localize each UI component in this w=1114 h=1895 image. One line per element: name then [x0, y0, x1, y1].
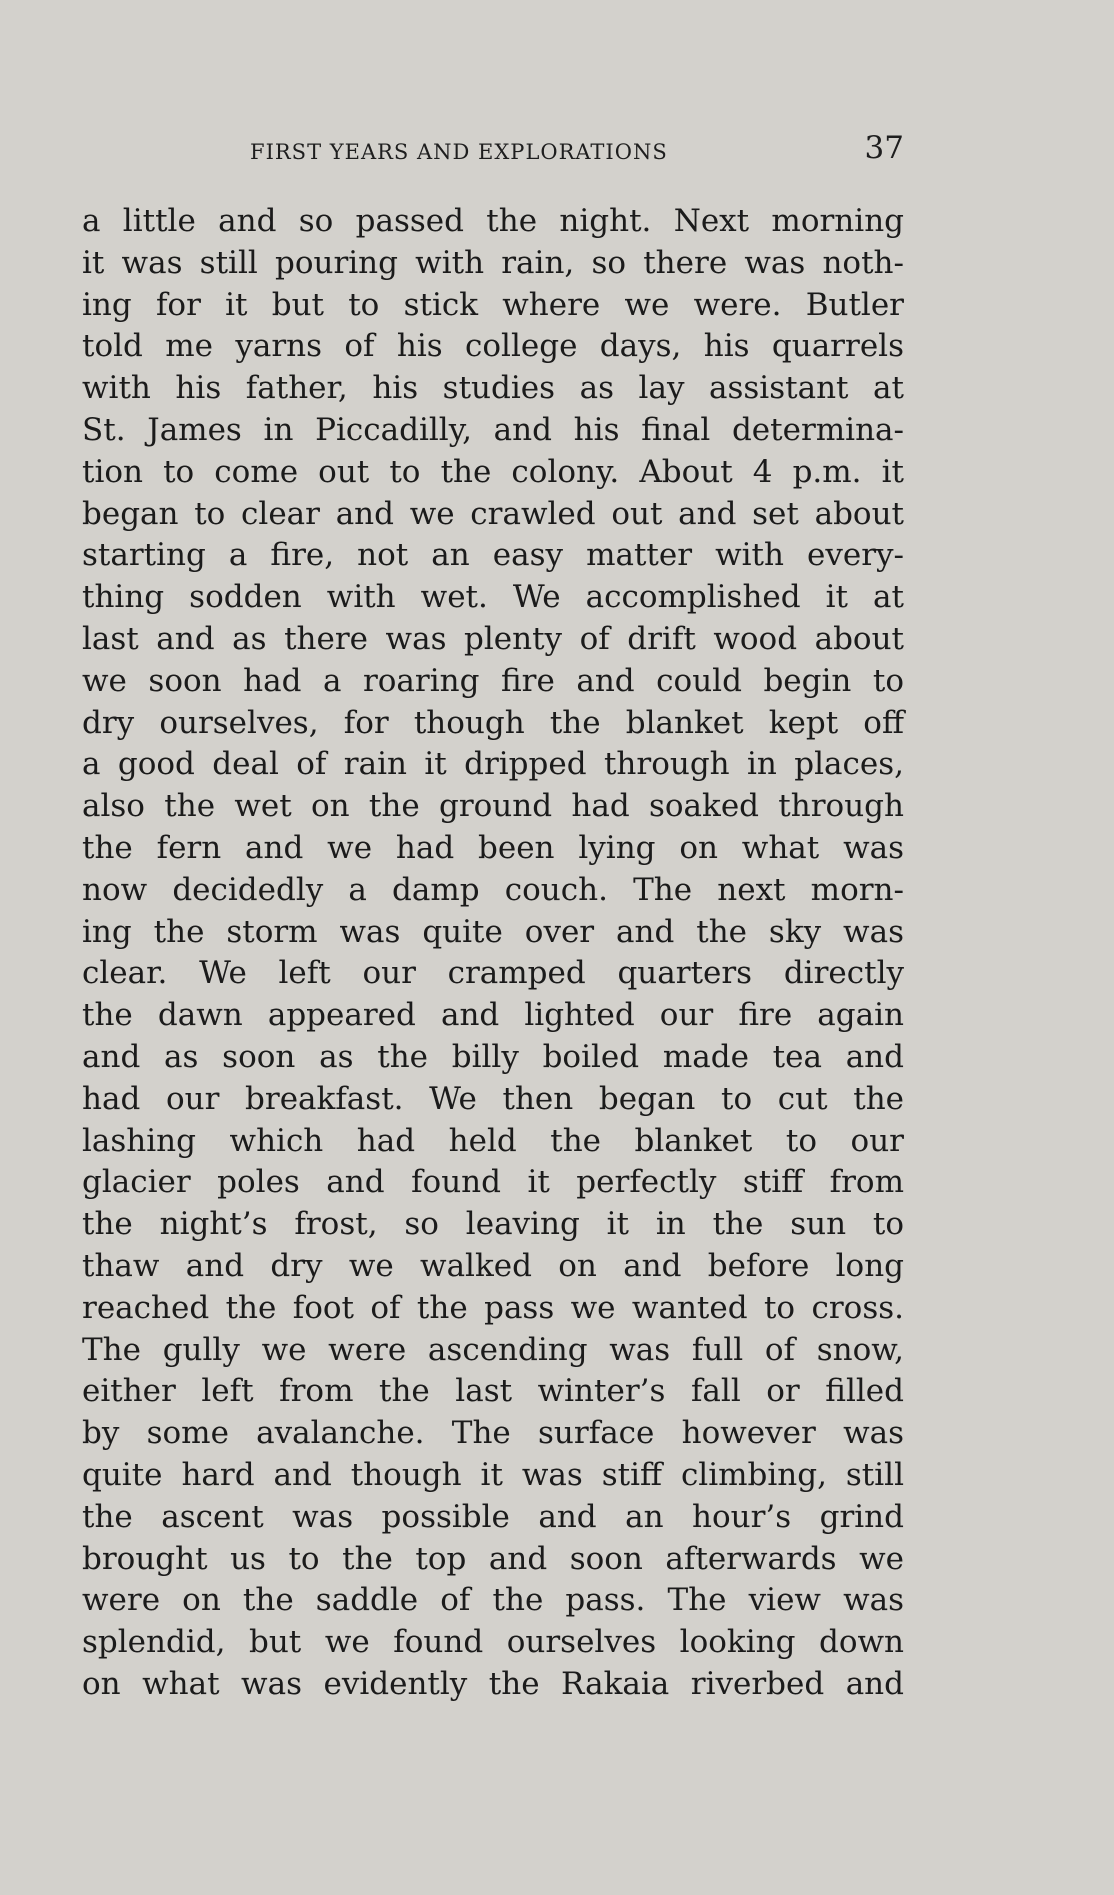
text-line: the dawn appeared and lighted our fire again: [82, 997, 904, 1034]
text-line: on what was evidently the Rakaia riverbed and: [82, 1665, 904, 1702]
text-line: told me yarns of his college days, his quarrels: [82, 328, 904, 365]
text-line: last and as there was plenty of drift wood about: [82, 620, 904, 657]
text-line: ing the storm was quite over and the sky was: [82, 913, 904, 950]
text-line: glacier poles and found it perfectly stiff from: [82, 1164, 904, 1201]
text-line: the ascent was possible and an hour’s grind: [82, 1498, 904, 1535]
text-line: a little and so passed the night. Next morning: [82, 203, 904, 239]
text-line: the night’s frost, so leaving it in the sun to: [82, 1206, 904, 1243]
text-line: the fern and we had been lying on what was: [82, 829, 904, 866]
text-line: it was still pouring with rain, so there was noth-: [82, 244, 904, 281]
text-line: we soon had a roaring fire and could begin to: [82, 662, 904, 699]
text-line: by some avalanche. The surface however was: [82, 1415, 904, 1452]
text-line: lashing which had held the blanket to our: [82, 1122, 904, 1159]
text-line: also the wet on the ground had soaked through: [82, 788, 904, 825]
text-line: ing for it but to stick where we were. Butler: [82, 286, 904, 323]
text-line: and as soon as the billy boiled made tea and: [82, 1038, 904, 1075]
text-line: began to clear and we crawled out and set about: [82, 495, 904, 532]
text-line: reached the foot of the pass we wanted to cross.: [82, 1289, 904, 1326]
text-line: dry ourselves, for though the blanket kept off: [82, 704, 904, 741]
running-title: FIRST YEARS AND EXPLORATIONS: [250, 140, 668, 164]
page-number: 37: [864, 130, 904, 166]
text-line: thaw and dry we walked on and before long: [82, 1247, 904, 1284]
text-line: quite hard and though it was stiff climbing, still: [82, 1456, 904, 1493]
text-line: splendid, but we found ourselves looking down: [82, 1624, 904, 1661]
text-line: tion to come out to the colony. About 4 p.m. it: [82, 453, 904, 490]
text-line: a good deal of rain it dripped through in places,: [82, 746, 904, 783]
text-line: either left from the last winter’s fall or filled: [82, 1373, 904, 1410]
running-header: [82, 124, 904, 174]
text-line: starting a fire, not an easy matter with every-: [82, 537, 904, 574]
text-line: with his father, his studies as lay assistant at: [82, 370, 904, 407]
text-line: had our breakfast. We then began to cut the: [82, 1080, 904, 1117]
text-line: clear. We left our cramped quarters directly: [82, 955, 904, 992]
body-text: [82, 201, 904, 1706]
text-line: now decidedly a damp couch. The next morn-: [82, 871, 904, 908]
text-line: The gully we were ascending was full of snow,: [82, 1331, 904, 1368]
text-line: were on the saddle of the pass. The view was: [82, 1582, 904, 1619]
text-line: brought us to the top and soon afterwards we: [82, 1540, 904, 1577]
text-line: St. James in Piccadilly, and his final determina-: [82, 411, 904, 448]
text-line: thing sodden with wet. We accomplished it at: [82, 579, 904, 616]
